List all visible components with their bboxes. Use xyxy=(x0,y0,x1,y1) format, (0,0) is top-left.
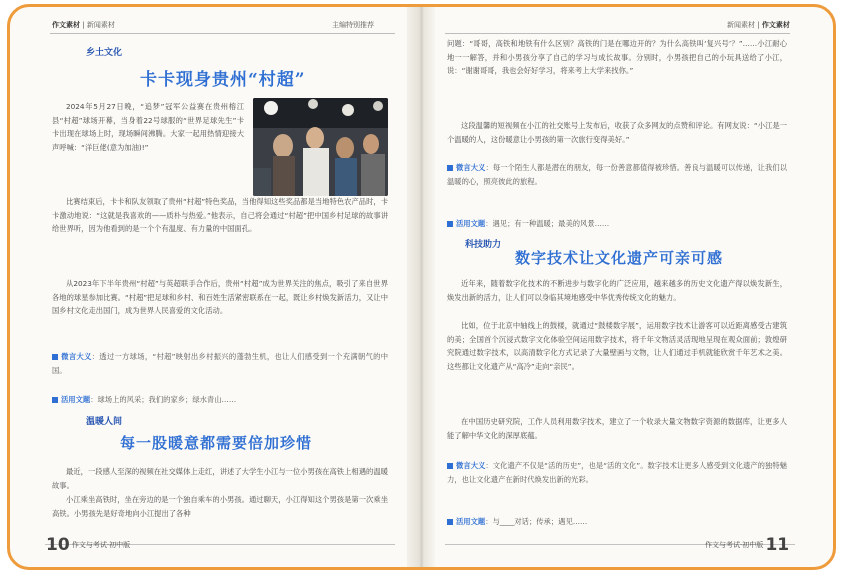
article3-paragraph-1: 近年来，随着数字化技术的不断进步与数字化的广泛应用，越来越多的历史文化遗产得以焕发新生，焕发出新的活力，让人们可以身临其境地感受中华优秀传统文化的魅力。 xyxy=(447,279,787,302)
header-section: 新闻素材 xyxy=(727,21,755,29)
right-footer xyxy=(705,535,789,555)
left-page xyxy=(10,7,407,567)
left-footer xyxy=(46,535,130,555)
note-label: 活用文题 xyxy=(61,395,91,404)
article-title: 卡卡现身贵州“村超” xyxy=(140,70,306,90)
left-header: 作文素材 | 新闻素材 xyxy=(52,21,115,29)
article2-paragraph-4: 这段温馨的短视频在小江的社交账号上发布后，收获了众多网友的点赞和评论。有网友说：“小江是一个温暖的人，这份暖意让小男孩的第一次旅行变得美好。” xyxy=(447,121,787,144)
square-bullet-icon xyxy=(447,519,453,525)
square-bullet-icon xyxy=(447,463,453,469)
note-label: 微言大义 xyxy=(456,461,486,470)
article-title-2: 每一股暖意都需要倍加珍惜 xyxy=(120,434,313,452)
note-text: 透过一方球场，“村超”映射出乡村振兴的蓬勃生机，也让人们感受到一个充满朝气的中国。 xyxy=(52,352,389,375)
article2-paragraph-2: 小江乘坐高铁时，坐在旁边的是一个独自乘车的小男孩。通过聊天，小江得知这个男孩是第一次乘坐高铁。小男孩先是好奇地向小江提出了各种 xyxy=(52,495,388,518)
header-brand: 作文素材 xyxy=(761,21,790,29)
footer-text: 作文与考试·初中版 xyxy=(71,541,131,549)
header-rule xyxy=(50,33,395,34)
article3-paragraph-3: 在中国历史研究院，工作人员利用数字技术，建立了一个收录大量文物数字资源的数据库，让更多人能了解中华文化的深厚底蕴。 xyxy=(447,417,787,440)
note-text: 与____对话；传承；遇见…… xyxy=(492,517,588,526)
right-header: 新闻素材 | 作文素材 xyxy=(727,21,790,29)
page-number: 10 xyxy=(46,535,70,555)
note-label: 微言大义 xyxy=(61,352,92,361)
square-bullet-icon xyxy=(52,354,58,360)
header-brand: 作文素材 xyxy=(52,21,80,29)
article-paragraph-2: 比赛结束后，卡卡和队友领取了贵州“村超”特色奖品，当他得知这些奖品都是当地特色农产品时，卡卡激动地说：“这就是我喜欢的——质朴与热爱。”他表示，自己将会通过“村超”把中国乡村足球的故事讲给世界听，因为他看到的是一个个有温度、有力量的中国面孔。 xyxy=(52,197,388,234)
footer-text: 作文与考试·初中版 xyxy=(705,541,764,549)
note-text: 文化遗产不仅是“活的历史”，也是“活的文化”。数字技术让更多人感受到文化遗产的独特魅力，也让文化遗产在新时代焕发出新的光彩。 xyxy=(447,461,788,484)
header-rule xyxy=(445,33,790,34)
magazine-spread xyxy=(7,4,836,570)
note-text: 球场上的风采；我们的家乡；绿水青山…… xyxy=(97,395,237,404)
square-bullet-icon xyxy=(52,397,58,403)
note-text: 每一个陌生人都是潜在的朋友，每一份善意都值得被珍惜。善良与温暖可以传递，让我们以温暖的心，照亮彼此的旅程。 xyxy=(447,163,788,186)
topic-note-2: 活用文题：与____对话；传承；遇见…… xyxy=(447,515,787,529)
article2-paragraph-1: 最近，一段感人至深的视频在社交媒体上走红，讲述了大学生小江与一位小男孩在高铁上相遇的温暖故事。 xyxy=(52,467,388,490)
section-label: 乡土文化 xyxy=(86,48,123,58)
square-bullet-icon xyxy=(447,221,453,227)
header-right: 主编特别推荐 xyxy=(332,21,374,29)
section-label-2: 温暖人间 xyxy=(86,417,123,427)
insight-note: 微言大义：每一个陌生人都是潜在的朋友，每一份善意都值得被珍惜。善良与温暖可以传递，让我们以温暖的心，照亮彼此的旅程。 xyxy=(447,163,788,186)
header-section: 新闻素材 xyxy=(86,21,115,29)
article-title-3: 数字技术让文化遗产可亲可感 xyxy=(515,249,724,267)
right-page xyxy=(435,7,833,567)
square-bullet-icon xyxy=(447,165,453,171)
insight-note: 微言大义：透过一方球场，“村超”映射出乡村振兴的蓬勃生机，也让人们感受到一个充满朝气的中国。 xyxy=(52,352,389,375)
article2-paragraph-3: 问题：“哥哥，高铁和地铁有什么区别？高铁的门是在哪边开的？为什么高铁叫‘复兴号’？”……小江耐心地一一解答，并和小男孩分享了自己的学习与成长故事。分别时，小男孩把自己的小玩具送给了小江，说：“谢谢哥哥，我也会好好学习，将来考上大学来找你。” xyxy=(447,39,787,76)
section-label-3: 科技助力 xyxy=(465,240,502,250)
page-number: 11 xyxy=(765,535,790,555)
news-photo xyxy=(253,98,388,196)
insight-note-2: 微言大义：文化遗产不仅是“活的历史”，也是“活的文化”。数字技术让更多人感受到文化遗产的独特魅力，也让文化遗产在新时代焕发出新的光彩。 xyxy=(447,461,788,484)
article-paragraph-1: 2024年5月27日晚，“追梦”冠军公益赛在贵州榕江县“村超”球场开幕，当身着22号球服的“世界足球先生”卡卡出现在球场上时，现场瞬间沸腾。大家一起用热情迎接大声呼喊：“洋巨佬(意为加油)!” xyxy=(52,102,244,152)
topic-note: 活用文题：球场上的风采；我们的家乡；绿水青山…… xyxy=(52,393,388,407)
article3-paragraph-2: 比如，位于北京中轴线上的鼓楼，就通过“鼓楼数字展”，运用数字技术让游客可以近距离感受古建筑的美；全国首个沉浸式数字文化体验空间运用数字技术，将千年文物活灵活现地呈现在观众面前；敦煌研究院通过数字技术，以高清数字化方式记录了大量壁画与文物，让人们通过手机就能欣赏千年艺术之美。这些都让文化遗产从“高冷”走向“亲民”。 xyxy=(447,321,787,371)
note-text: 遇见；有一种温暖；最美的风景…… xyxy=(492,219,610,228)
crowd-photo-icon xyxy=(253,98,388,196)
topic-note: 活用文题：遇见；有一种温暖；最美的风景…… xyxy=(447,217,787,231)
note-label: 活用文题 xyxy=(456,517,486,526)
page-gutter xyxy=(407,7,435,567)
note-label: 微言大义 xyxy=(456,163,486,172)
note-label: 活用文题 xyxy=(456,219,486,228)
article-paragraph-3: 从2023年下半年贵州“村超”与英超联手合作后，贵州“村超”成为世界关注的焦点，吸引了来自世界各地的球星参加比赛。“村超”把足球和乡村、和百姓生活紧密联系在一起，既让乡村焕发新活力，又让中国乡村文化走出国门，成为世界人民喜爱的文化活动。 xyxy=(52,279,388,316)
